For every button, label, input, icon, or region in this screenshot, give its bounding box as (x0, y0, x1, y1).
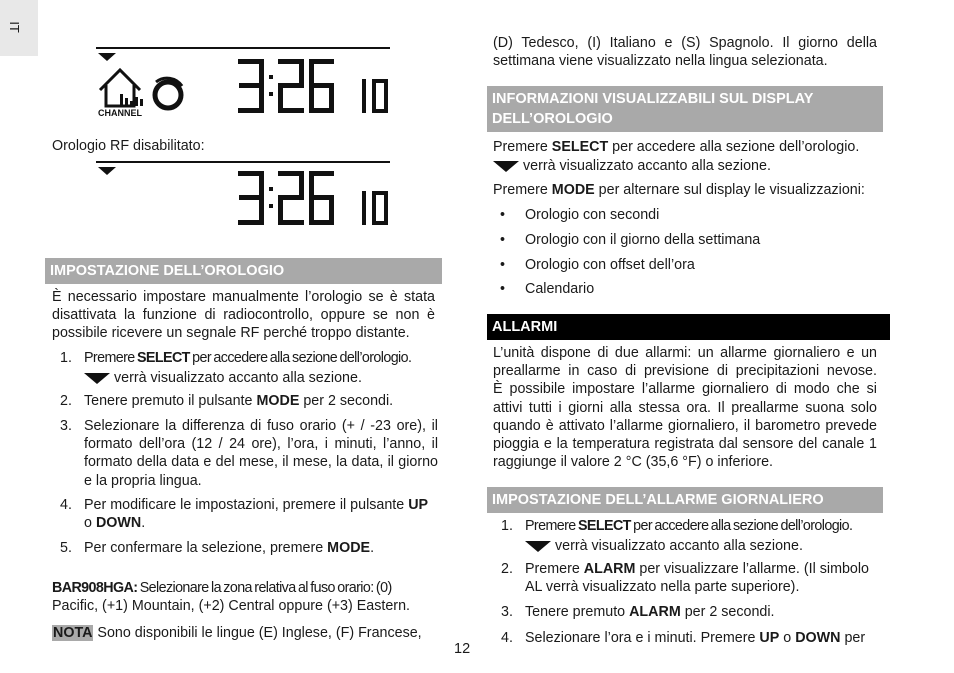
selector-arrow-icon (98, 53, 116, 61)
alarms-description: L’unità dispone di due allarmi: un allarme giornaliero e un preallarme in caso di previsione di precipitazioni nevose. È possibile impostare l’allarme giornaliero di modo che si attivi tutti i giorni alla stessa ora. Il preallarme suona solo quando è attivato l’allarme giornaliero, il barometro prevede pioggia e la temperatura registrata dal sensore del canale 1 raggiunge il valore 2 °C (35,6 °F) o inferiore. (493, 345, 877, 471)
section-header-clock: IMPOSTAZIONE DELL’OROLOGIO (45, 258, 442, 284)
clock-intro (52, 288, 435, 343)
signal-icon (120, 94, 143, 106)
selector-arrow-icon (98, 167, 116, 175)
lcd-display-rf-disabled (96, 160, 390, 232)
selector-arrow-icon (84, 373, 110, 384)
time-digits (238, 171, 388, 225)
rf-reception-icon (155, 78, 182, 108)
bar-model-note: BAR908HGA: Selezionare la zona relativa al fuso orario: (0) Pacific, (+1) Mountain, (+2) Central oppure (+3) Eastern. (52, 580, 410, 615)
language-tab-label: IT (6, 21, 22, 33)
channel-label: CHANNEL (98, 108, 142, 118)
info-mode-instruction: Premere MODE per alternare sul display le visualizzazioni: (493, 182, 865, 198)
section-header-display-info: INFORMAZIONI VISUALIZZABILI SUL DISPLAY DELL’OROLOGIO (487, 86, 883, 132)
language-note: NOTA Sono disponibili le lingue (E) Inglese, (F) Francese, (53, 625, 422, 641)
intro-line: possibile ricevere un segnale RF perché troppo distante. (52, 325, 410, 342)
section-header-alarms: ALLARMI (487, 314, 890, 340)
intro-line: È necessario impostare manualmente l’orologio se è stata (52, 289, 435, 305)
selector-arrow-icon (493, 161, 519, 172)
lcd-display-svg-2 (96, 160, 390, 232)
time-digits (238, 59, 388, 113)
info-select-instruction: Premere SELECT per accedere alla sezione dell’orologio. verrà visualizzato accanto alla sezione. (493, 139, 860, 175)
language-note-continued: (D) Tedesco, (I) Italiano e (S) Spagnolo. Il giorno della settimana viene visualizzato nella lingua selezionata. (493, 35, 877, 70)
language-tab (0, 0, 38, 56)
section-header-daily-alarm: IMPOSTAZIONE DELL’ALLARME GIORNALIERO (487, 487, 883, 513)
intro-line: disattivata la funzione di radiocontrollo, oppure se non è (52, 307, 435, 324)
lcd-display-svg (96, 46, 390, 122)
selector-arrow-icon (525, 541, 551, 552)
rf-disabled-label: Orologio RF disabilitato: (52, 138, 205, 154)
lcd-display-rf-enabled (96, 46, 390, 122)
nota-badge: NOTA (53, 625, 93, 641)
page-number: 12 (454, 641, 471, 657)
